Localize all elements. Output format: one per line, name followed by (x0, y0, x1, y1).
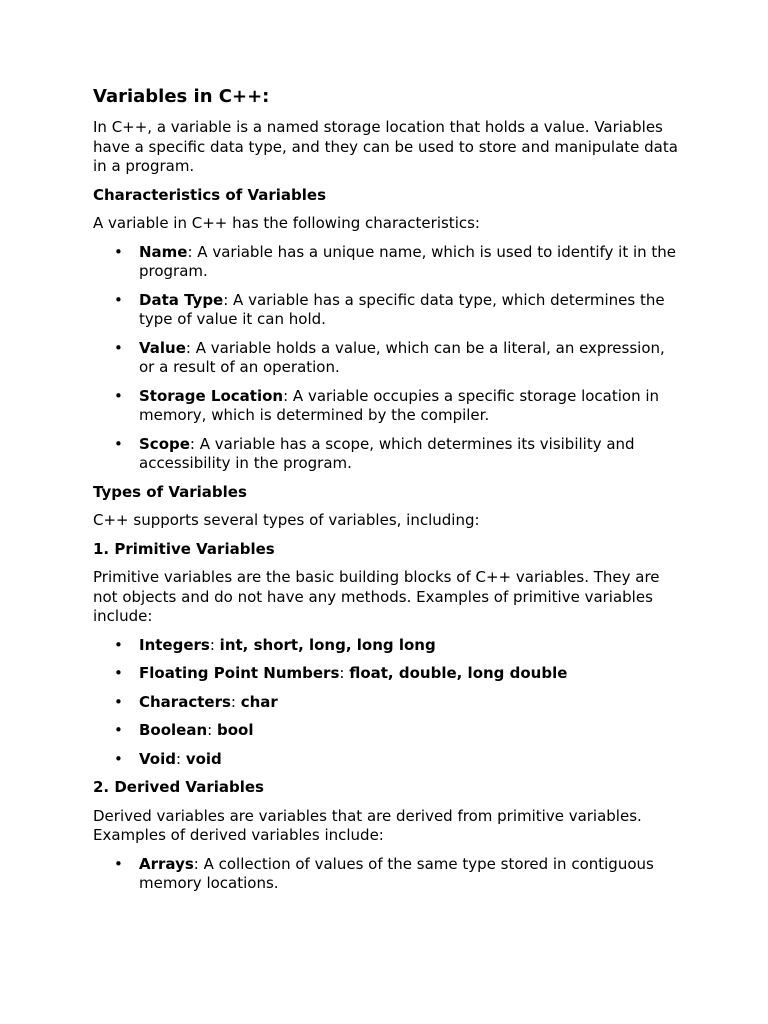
item-text: : A variable has a scope, which determines its visibility and accessibility in the program. (139, 434, 635, 472)
item-values: bool (217, 721, 254, 739)
item-term: Characters (139, 692, 231, 711)
derived-paragraph: Derived variables are variables that are derived from primitive variables. Examples of derived variables include: (93, 806, 642, 844)
item-values: void (185, 749, 222, 768)
page-title: Variables in C++: (93, 86, 270, 107)
bullet-icon: • (114, 721, 123, 739)
bullet-icon: • (114, 386, 123, 405)
list-item (93, 664, 683, 684)
derived-list (93, 855, 683, 894)
item-values: float, double, long double (349, 664, 568, 682)
types-lead: C++ supports several types of variables, including: (93, 511, 480, 529)
item-term: Storage Location (139, 386, 284, 405)
list-item (93, 721, 683, 741)
item-term: Arrays (139, 854, 194, 873)
item-term: Value (139, 338, 186, 357)
bullet-icon: • (114, 635, 123, 654)
characteristics-lead: A variable in C++ has the following characteristics: (93, 214, 480, 232)
item-separator: : (209, 635, 220, 654)
item-text: : A variable occupies a specific storage location in memory, which is determined by the compiler. (139, 386, 660, 424)
list-item (93, 435, 683, 474)
item-separator: : (175, 749, 186, 768)
item-separator: : (230, 692, 241, 711)
list-item (93, 339, 683, 378)
item-text: : A variable has a unique name, which is used to identify it in the program. (139, 242, 677, 280)
item-term: Scope (139, 434, 190, 453)
item-term: Floating Point Numbers (139, 664, 340, 682)
bullet-icon: • (114, 338, 123, 357)
bullet-icon: • (114, 749, 123, 768)
document-body (93, 86, 683, 903)
derived-heading: 2. Derived Variables (93, 778, 264, 796)
item-term: Boolean (139, 721, 208, 739)
bullet-icon: • (114, 854, 123, 873)
intro-paragraph: In C++, a variable is a named storage location that holds a value. Variables have a specific data type, and they can be used to store and manipulate data in a program. (93, 118, 678, 175)
bullet-icon: • (114, 692, 123, 711)
characteristics-heading: Characteristics of Variables (93, 185, 326, 204)
list-item (93, 636, 683, 656)
primitive-heading: 1. Primitive Variables (93, 539, 275, 558)
list-item (93, 291, 683, 330)
item-term: Void (139, 749, 176, 768)
list-item (93, 855, 683, 894)
primitive-list (93, 636, 683, 770)
primitive-paragraph: Primitive variables are the basic building blocks of C++ variables. They are not objects and do not have any methods. Examples of primitive variables include: (93, 568, 660, 625)
list-item (93, 750, 683, 770)
bullet-icon: • (114, 242, 123, 261)
item-values: char (240, 692, 278, 711)
item-values: int, short, long, long long (219, 635, 436, 654)
item-separator: : (339, 664, 350, 682)
list-item (93, 387, 683, 426)
item-text: : A variable has a specific data type, which determines the type of value it can hold. (139, 290, 665, 328)
item-term: Integers (139, 635, 210, 654)
list-item (93, 693, 683, 713)
item-text: : A collection of values of the same type stored in contiguous memory locations. (139, 854, 654, 892)
bullet-icon: • (114, 434, 123, 453)
item-text: : A variable holds a value, which can be a literal, an expression, or a result of an operation. (139, 338, 665, 376)
item-term: Data Type (139, 290, 224, 309)
bullet-icon: • (114, 290, 123, 309)
bullet-icon: • (114, 664, 123, 682)
list-item (93, 243, 683, 282)
item-separator: : (207, 721, 217, 739)
types-heading: Types of Variables (93, 482, 247, 501)
characteristics-list (93, 243, 683, 474)
item-term: Name (139, 242, 188, 261)
